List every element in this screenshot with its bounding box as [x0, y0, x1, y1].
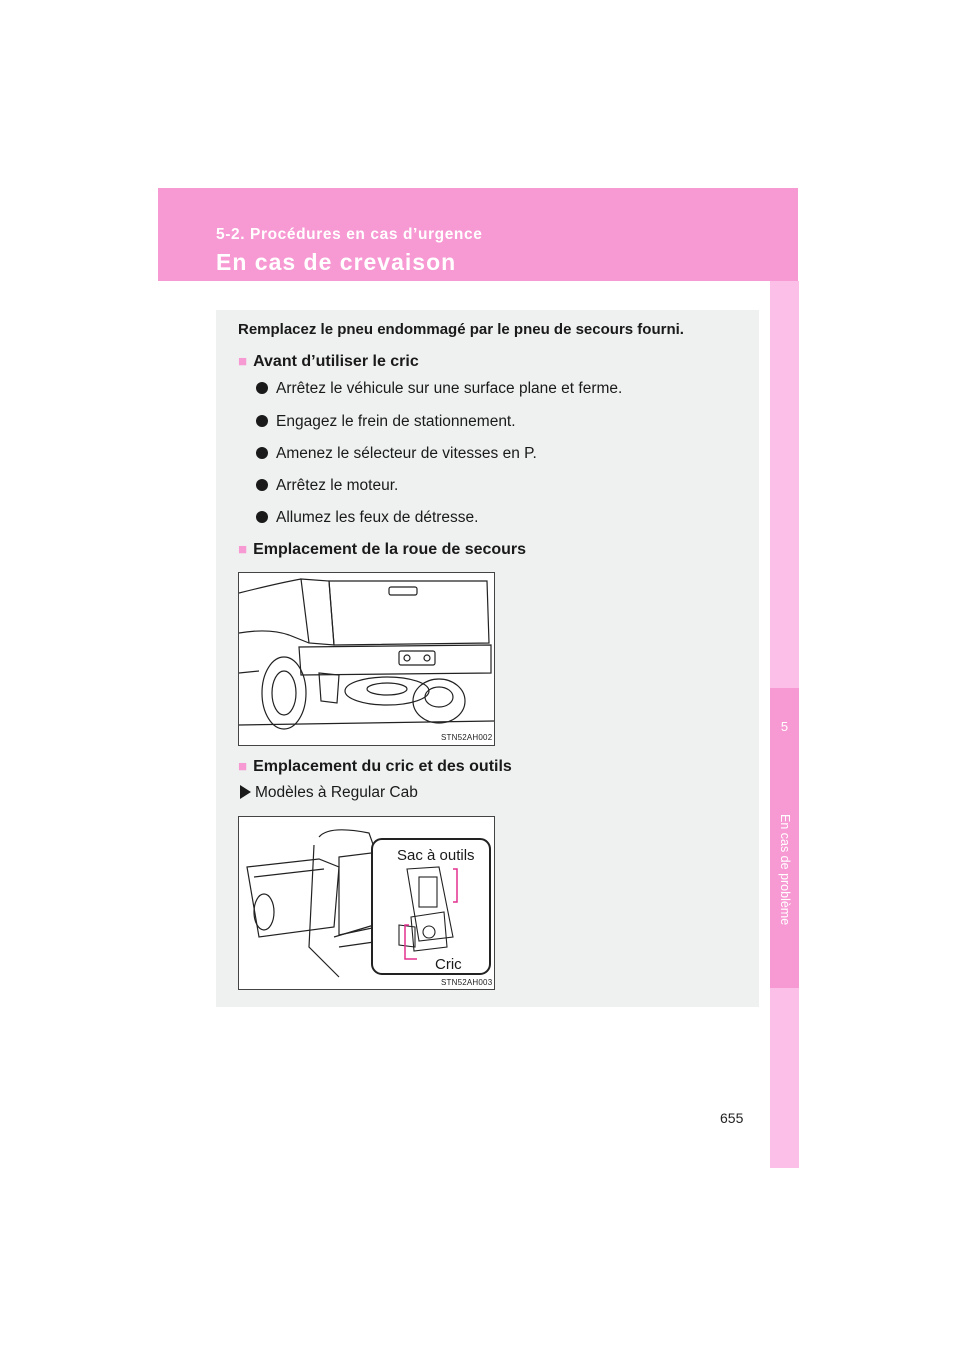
- heading-text: Avant d’utiliser le cric: [253, 353, 419, 370]
- list-item-text: Arrêtez le véhicule sur une surface plane et ferme.: [276, 380, 623, 397]
- tool-bag-label: Sac à outils: [397, 847, 475, 864]
- heading-text: Emplacement de la roue de secours: [253, 541, 527, 558]
- truck-rear-illustration: [239, 573, 494, 745]
- list-item-text: Engagez le frein de stationnement.: [276, 413, 516, 430]
- triangle-arrow-icon: [240, 785, 251, 799]
- section-label: 5-2. Procédures en cas d’urgence: [216, 226, 483, 243]
- bullet-dot-icon: [256, 479, 268, 491]
- list-item: [256, 413, 516, 431]
- model-note-text: Modèles à Regular Cab: [255, 784, 418, 801]
- page-number: 655: [720, 1110, 744, 1126]
- list-item: [256, 509, 478, 527]
- list-item: [256, 445, 537, 463]
- square-bullet-icon: ■: [238, 758, 248, 775]
- figure-code: STN52AH003: [441, 978, 493, 987]
- list-item: [256, 380, 622, 398]
- heading-jack-location: [238, 758, 512, 776]
- jack-label: Cric: [435, 956, 462, 973]
- chapter-title: En cas de problème: [778, 814, 792, 926]
- page-title: En cas de crevaison: [216, 249, 457, 275]
- chapter-number: 5: [780, 719, 789, 734]
- list-item-text: Amenez le sélecteur de vitesses en P.: [276, 445, 537, 462]
- figure-code: STN52AH002: [441, 733, 493, 742]
- square-bullet-icon: ■: [238, 353, 248, 370]
- bullet-dot-icon: [256, 447, 268, 459]
- bullet-dot-icon: [256, 382, 268, 394]
- bullet-dot-icon: [256, 511, 268, 523]
- square-bullet-icon: ■: [238, 541, 248, 558]
- model-note: [240, 784, 418, 802]
- bullet-dot-icon: [256, 415, 268, 427]
- heading-before-jack: [238, 353, 419, 371]
- heading-text: Emplacement du cric et des outils: [253, 758, 512, 775]
- list-item-text: Arrêtez le moteur.: [276, 477, 399, 494]
- heading-spare-location: [238, 541, 526, 559]
- jack-location-figure: [238, 816, 495, 990]
- list-item: [256, 477, 398, 495]
- list-item-text: Allumez les feux de détresse.: [276, 509, 479, 526]
- spare-tire-figure: [238, 572, 495, 746]
- intro-text: Remplacez le pneu endommagé par le pneu de secours fourni.: [238, 321, 684, 338]
